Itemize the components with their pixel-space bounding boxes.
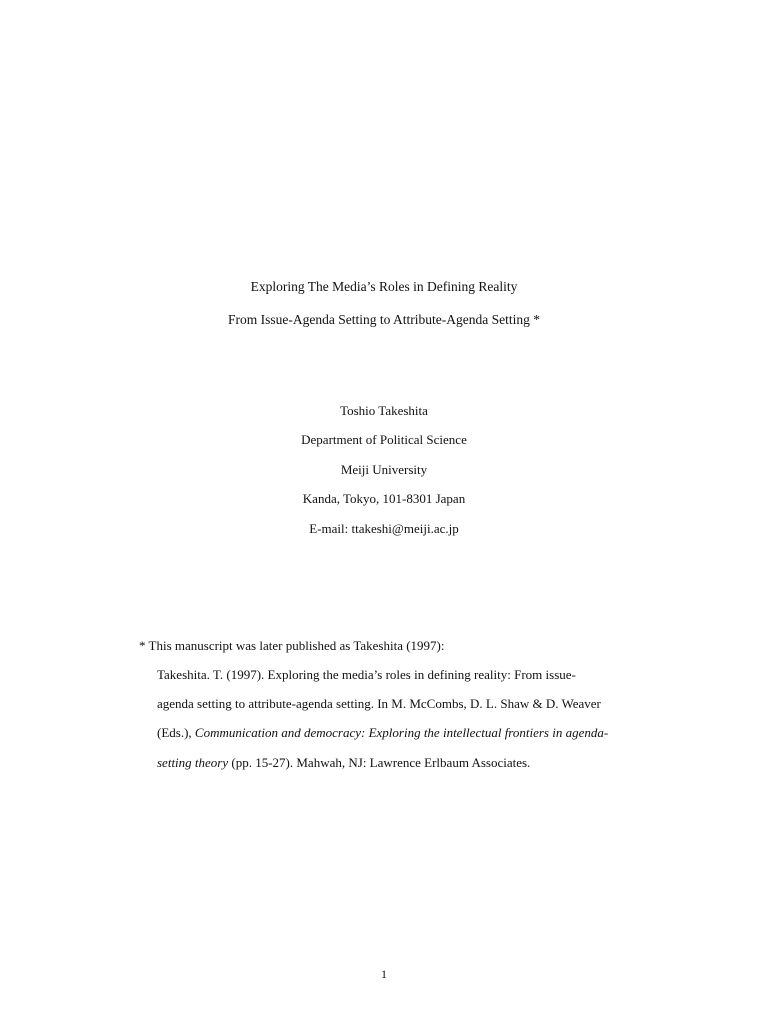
reference-line-2: agenda setting to attribute-agenda setting. In M. McCombs, D. L. Shaw & D. Weaver [157,696,601,711]
reference-publication-info: (pp. 15-27). Mahwah, NJ: Lawrence Erlbaum Associates. [228,755,531,770]
author-university: Meiji University [340,462,428,477]
author-address: Kanda, Tokyo, 101-8301 Japan [302,491,466,506]
author-email: E-mail: ttakeshi@meiji.ac.jp [309,521,459,536]
author-name: Toshio Takeshita [340,403,428,418]
reference-line-1: Takeshita. T. (1997). Exploring the media’s roles in defining reality: From issue- [157,667,576,682]
reference-book-title-part-1: Communication and democracy: Exploring the intellectual frontiers in agenda- [194,725,609,740]
title-line-2: From Issue-Agenda Setting to Attribute-Agenda Setting * [228,312,540,327]
footnote-note: * This manuscript was later published as Takeshita (1997): [139,638,445,653]
page-number: 1 [381,967,387,981]
reference-book-title-part-2: setting theory [157,755,229,770]
reference-eds: (Eds.), [157,725,195,740]
reference-line-4 [157,755,530,771]
reference-line-3 [157,725,608,741]
title-line-1: Exploring The Media’s Roles in Defining Reality [250,279,518,294]
author-department: Department of Political Science [301,432,467,447]
